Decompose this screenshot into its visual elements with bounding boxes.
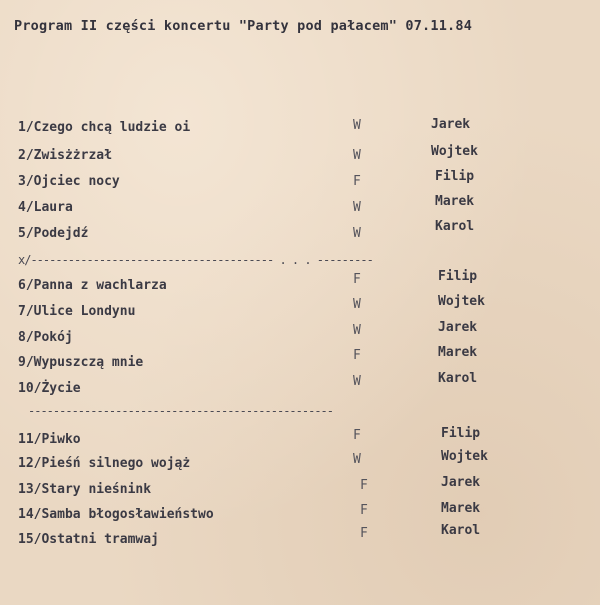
separator-line — [28, 404, 333, 418]
singer-name: Filip — [435, 169, 475, 184]
program-row — [18, 194, 593, 220]
song-title: 4/Laura — [18, 200, 73, 215]
singer-name: Karol — [438, 371, 478, 386]
voice-mark: W — [353, 452, 361, 467]
program-row — [18, 501, 593, 527]
program-row — [18, 523, 593, 552]
dashed-line: ------------------------------------------------- — [28, 404, 334, 418]
separator-line — [18, 253, 373, 267]
song-title: 1/Czego chcą ludzie oi — [18, 120, 191, 135]
song-title: 14/Samba błogosławieństwo — [18, 507, 214, 522]
song-title: 5/Podejdź — [18, 226, 89, 241]
voice-mark: W — [353, 226, 361, 241]
program-row — [18, 449, 593, 476]
program-row — [18, 371, 593, 401]
song-title: 8/Pokój — [18, 330, 73, 345]
page-title: Program II części koncertu "Party pod pałacem" 07.11.84 — [14, 18, 473, 34]
program-row — [18, 294, 593, 324]
voice-mark: F — [360, 526, 368, 541]
program-row — [18, 144, 593, 168]
voice-mark: W — [353, 200, 361, 215]
song-title: 11/Piwko — [18, 432, 81, 447]
voice-mark: F — [360, 478, 368, 493]
singer-name: Karol — [435, 219, 475, 234]
singer-name: Marek — [435, 194, 475, 209]
program-row — [18, 117, 593, 140]
voice-mark: F — [353, 174, 361, 189]
singer-name: Jarek — [441, 475, 481, 490]
voice-mark: F — [360, 503, 368, 518]
voice-mark: F — [353, 272, 361, 287]
program-row — [18, 269, 593, 298]
program-row — [18, 475, 593, 502]
singer-name: Filip — [438, 269, 478, 284]
singer-name: Jarek — [438, 320, 478, 335]
singer-name: Wojtek — [441, 449, 488, 464]
singer-name: Marek — [438, 345, 478, 360]
voice-mark: F — [353, 428, 361, 443]
song-title: 10/Życie — [18, 381, 81, 396]
song-title: 15/Ostatni tramwaj — [18, 532, 159, 547]
song-title: 2/Zwisżżrzał — [18, 148, 112, 163]
program-row — [18, 320, 593, 350]
singer-name: Karol — [441, 523, 481, 538]
song-title: 9/Wypuszczą mnie — [18, 355, 144, 370]
song-title: 6/Panna z wachlarza — [18, 278, 167, 293]
song-title: 13/Stary nieśnink — [18, 482, 152, 497]
singer-name: Wojtek — [431, 144, 478, 159]
program-row — [18, 426, 593, 452]
voice-mark: W — [353, 118, 361, 133]
song-title: 3/Ojciec nocy — [18, 174, 120, 189]
dashed-line: --------------------------------------- . . . --------- — [30, 253, 373, 267]
separator-label: x/ — [18, 253, 31, 267]
singer-name: Filip — [441, 426, 481, 441]
singer-name: Jarek — [431, 117, 471, 132]
voice-mark: W — [353, 297, 361, 312]
song-title: 12/Pieśń silnego wojąż — [18, 456, 191, 471]
program-row — [18, 169, 593, 194]
singer-name: Marek — [441, 501, 481, 516]
voice-mark: F — [353, 348, 361, 363]
song-title: 7/Ulice Londynu — [18, 304, 136, 319]
singer-name: Wojtek — [438, 294, 485, 309]
program-row — [18, 219, 593, 246]
program-row — [18, 345, 593, 375]
voice-mark: W — [353, 374, 361, 389]
voice-mark: W — [353, 148, 361, 163]
voice-mark: W — [353, 323, 361, 338]
